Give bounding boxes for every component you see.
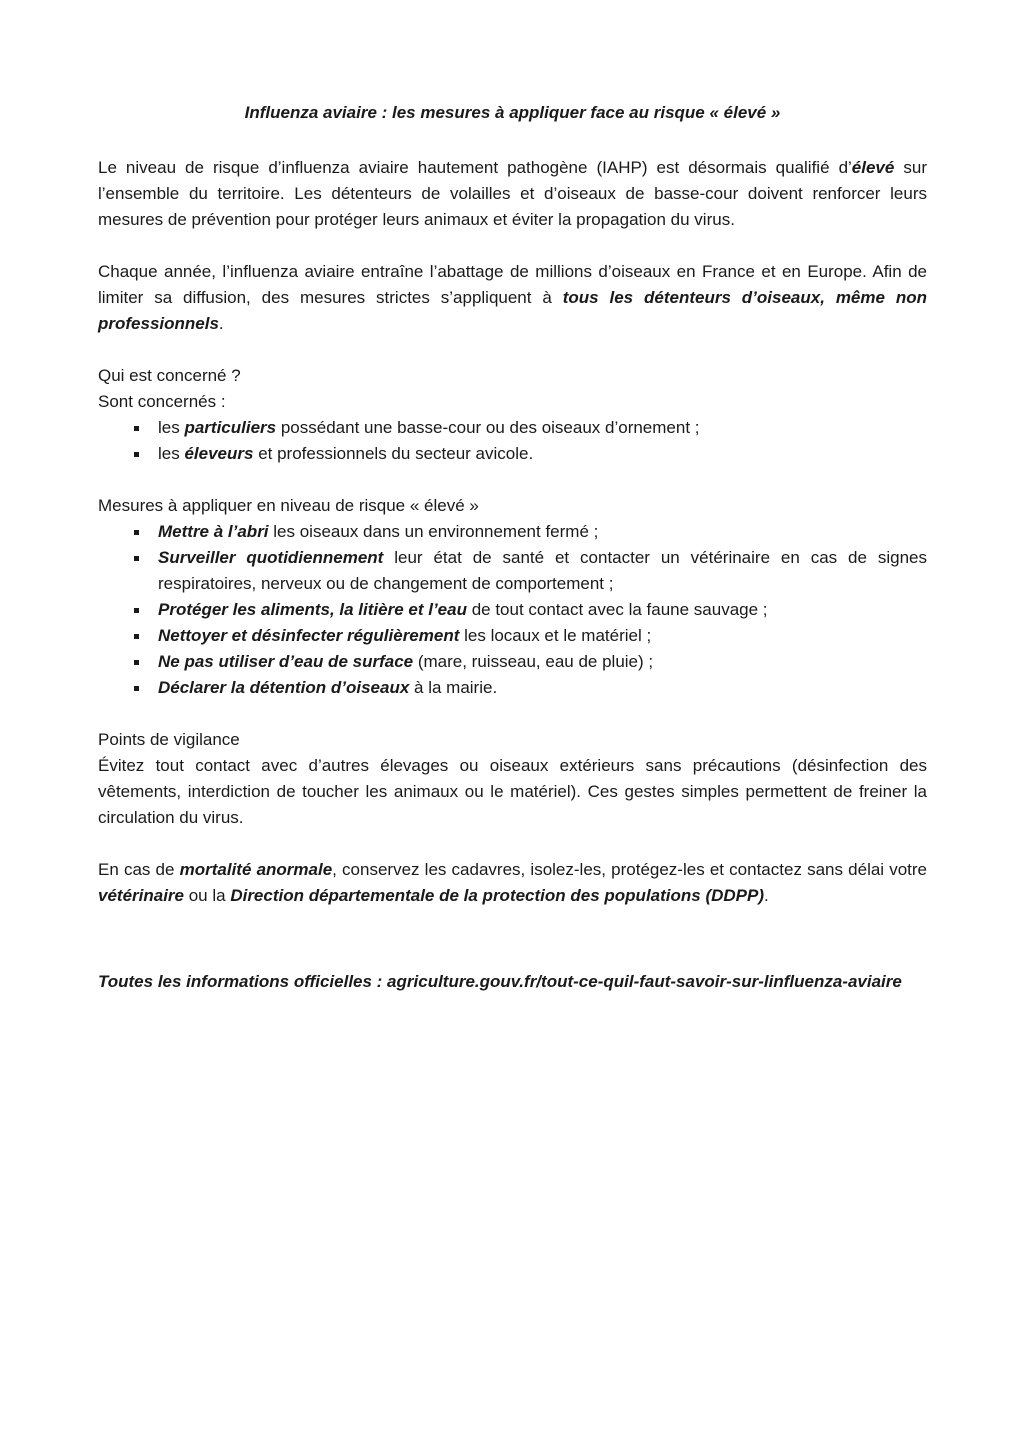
bullet-item bbox=[98, 623, 927, 649]
bullet-list bbox=[98, 415, 927, 467]
emphasis-text: mortalité anormale bbox=[179, 860, 333, 879]
document-body bbox=[98, 155, 927, 995]
bullet-icon bbox=[134, 634, 139, 639]
body-text: Le niveau de risque d’influenza aviaire hautement pathogène (IAHP) est désormais qualifié d’ bbox=[98, 158, 852, 177]
body-text: . bbox=[218, 314, 224, 333]
emphasis-text: éleveurs bbox=[184, 444, 254, 463]
body-text: , conservez les cadavres, isolez-les, protégez-les et contactez sans délai votre bbox=[332, 860, 928, 879]
body-text: En cas de bbox=[98, 860, 180, 879]
bullet-icon bbox=[134, 426, 139, 431]
emphasis-text: vétérinaire bbox=[98, 886, 184, 905]
body-text: les oiseaux dans un environnement fermé ; bbox=[268, 522, 599, 541]
section-heading bbox=[98, 363, 927, 389]
body-text: leur état de santé et contacter un vétérinaire en cas de signes respiratoires, nerveux ou de changement de comportement ; bbox=[158, 548, 927, 593]
emphasis-text: particuliers bbox=[184, 418, 277, 437]
body-text: Points de vigilance bbox=[98, 730, 240, 749]
bullet-text bbox=[158, 626, 651, 645]
bullet-text bbox=[158, 678, 497, 697]
emphasis-text: Direction départementale de la protection des populations (DDPP) bbox=[230, 886, 765, 905]
body-text: possédant une basse-cour ou des oiseaux d’ornement ; bbox=[276, 418, 700, 437]
emphasis-text: Mettre à l’abri bbox=[158, 522, 269, 541]
bullet-icon bbox=[134, 556, 139, 561]
bullet-item bbox=[98, 415, 927, 441]
bullet-item bbox=[98, 597, 927, 623]
section-heading bbox=[98, 493, 927, 519]
bullet-item bbox=[98, 649, 927, 675]
emphasis-text: Nettoyer et désinfecter régulièrement bbox=[158, 626, 460, 645]
bullet-text bbox=[158, 444, 533, 463]
paragraph bbox=[98, 857, 927, 909]
bullet-text bbox=[158, 652, 653, 671]
emphasis-text: Surveiller quotidiennement bbox=[158, 548, 384, 567]
body-text: les bbox=[158, 418, 185, 437]
bullet-item bbox=[98, 545, 927, 597]
bullet-icon bbox=[134, 660, 139, 665]
body-text: Évitez tout contact avec d’autres élevages ou oiseaux extérieurs sans précautions (désinfection des vêtements, interdiction de toucher les animaux ou le matériel). Ces gestes simples permettent de freiner la circulation du virus. bbox=[98, 756, 927, 827]
bullet-icon bbox=[134, 608, 139, 613]
body-text: Mesures à appliquer en niveau de risque « élevé » bbox=[98, 496, 479, 515]
bullet-text bbox=[158, 418, 700, 437]
emphasis-text: Ne pas utiliser d’eau de surface bbox=[158, 652, 414, 671]
emphasis-text: Déclarer la détention d’oiseaux bbox=[158, 678, 410, 697]
bullet-text bbox=[158, 522, 598, 541]
section-heading bbox=[98, 727, 927, 753]
body-text: Chaque année, l’influenza aviaire entraîne l’abattage de millions d’oiseaux en France et en Europe. Afin de limiter sa diffusion, des mesures strictes s’appliquent à bbox=[98, 262, 927, 307]
bullet-item bbox=[98, 675, 927, 701]
paragraph bbox=[98, 259, 927, 337]
body-text: les bbox=[158, 444, 185, 463]
bullet-item bbox=[98, 519, 927, 545]
body-text: Sont concernés : bbox=[98, 392, 226, 411]
body-text: . bbox=[764, 886, 769, 905]
body-text: sur l’ensemble du territoire. Les détenteurs de volailles et d’oiseaux de basse-cour doivent renforcer leurs mesures de prévention pour protéger leurs animaux et éviter la propagation du virus. bbox=[98, 158, 927, 229]
bullet-icon bbox=[134, 530, 139, 535]
emphasis-text: Protéger les aliments, la litière et l’eau bbox=[158, 600, 467, 619]
bullet-icon bbox=[134, 452, 139, 457]
body-text: Qui est concerné ? bbox=[98, 366, 241, 385]
bullet-text bbox=[158, 600, 768, 619]
paragraph bbox=[98, 753, 927, 831]
paragraph bbox=[98, 969, 927, 995]
emphasis-text: tous les détenteurs d’oiseaux, même non professionnels bbox=[98, 288, 927, 333]
emphasis-text: Toutes les informations officielles : agriculture.gouv.fr/tout-ce-quil-faut-savoir-sur-linfluenza-aviaire bbox=[98, 972, 902, 991]
bullet-list bbox=[98, 519, 927, 701]
paragraph bbox=[98, 155, 927, 233]
body-text: les locaux et le matériel ; bbox=[459, 626, 652, 645]
bullet-item bbox=[98, 441, 927, 467]
body-text: (mare, ruisseau, eau de pluie) ; bbox=[413, 652, 654, 671]
body-text: et professionnels du secteur avicole. bbox=[253, 444, 534, 463]
section-heading bbox=[98, 389, 927, 415]
body-text: à la mairie. bbox=[409, 678, 498, 697]
body-text: ou la bbox=[184, 886, 231, 905]
bullet-icon bbox=[134, 686, 139, 691]
body-text: de tout contact avec la faune sauvage ; bbox=[466, 600, 768, 619]
document-title: Influenza aviaire : les mesures à appliquer face au risque « élevé » bbox=[244, 103, 781, 122]
emphasis-text: élevé bbox=[851, 158, 895, 177]
bullet-text bbox=[158, 548, 927, 593]
